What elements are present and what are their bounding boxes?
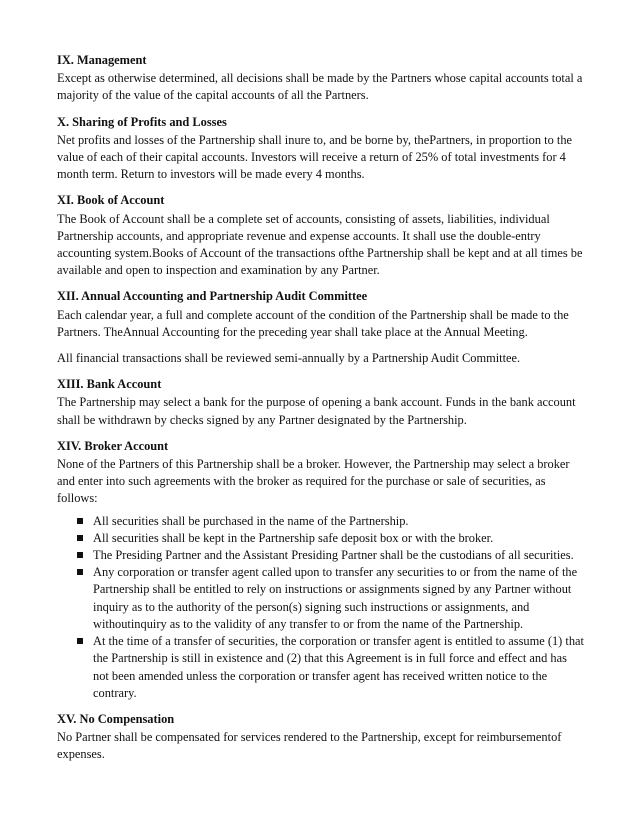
square-bullet-icon	[77, 535, 83, 541]
section-paragraph: None of the Partners of this Partnership shall be a broker. However, the Partnership may select a broker and enter into such agreements with the broker as required for the purchase or sale of securities, as follows:	[57, 457, 570, 506]
bullet-text: Any corporation or transfer agent called upon to transfer any securities to or from the name of the Partnership shall be entitled to rely on instructions or assignments signed by any Partner without inquiry as to the authority of the person(s) signing such instructions or assignments, and withoutinquiry as to the validity of any transfer to or from the name of the Partnership.	[93, 565, 578, 631]
section-heading: XIV. Broker Account	[57, 438, 169, 453]
section-paragraph: The Partnership may select a bank for the purpose of opening a bank account. Funds in the bank account shall be withdrawn by checks signed by any Partner designated by the Partnership.	[57, 395, 576, 427]
document-page	[57, 52, 585, 773]
section-heading: XIII. Bank Account	[57, 377, 162, 392]
bullet-text: All securities shall be purchased in the name of the Partnership.	[93, 513, 409, 528]
section-paragraph: No Partner shall be compensated for services rendered to the Partnership, except for reimbursementof expenses.	[57, 730, 562, 762]
section-broker-account	[57, 438, 585, 702]
section-book-of-account	[57, 192, 585, 279]
square-bullet-icon	[77, 552, 83, 558]
section-annual-accounting	[57, 288, 585, 367]
section-heading: IX. Management	[57, 53, 147, 67]
section-heading: XII. Annual Accounting and Partnership Audit Committee	[57, 289, 368, 304]
bullet-item	[57, 633, 585, 702]
section-heading: XV. No Compensation	[57, 711, 175, 726]
section-sharing-of-profits	[57, 114, 585, 184]
section-heading: XI. Book of Account	[57, 193, 165, 208]
section-bank-account	[57, 376, 585, 429]
section-paragraph: The Book of Account shall be a complete set of accounts, consisting of assets, liabilities, individual Partnership accounts, and appropriate revenue and expense accounts. It shall use the double-entry accounting system.Books of Account of the transactions ofthe Partnership shall be kept and at all times be available and open to inspection and examination by any Partner.	[57, 211, 583, 278]
bullet-text: The Presiding Partner and the Assistant Presiding Partner shall be the custodians of all securities.	[93, 548, 574, 563]
bullet-item	[57, 564, 585, 633]
bullet-list	[57, 513, 585, 702]
square-bullet-icon	[77, 638, 83, 644]
square-bullet-icon	[77, 518, 83, 524]
section-paragraph: Net profits and losses of the Partnership shall inure to, and be borne by, thePartners, in proportion to the value of each of their capital accounts. Investors will receive a return of 25% of total investments for 4 month term. Return to investors will be made every 4 months.	[57, 132, 573, 182]
bullet-item	[57, 530, 585, 547]
section-paragraph: Except as otherwise determined, all decisions shall be made by the Partners whose capital accounts total a majority of the value of the capital accounts of all the Partners.	[57, 71, 583, 103]
bullet-item	[57, 547, 585, 564]
bullet-text: At the time of a transfer of securities, the corporation or transfer agent is entitled to assume (1) that the Partnership is still in existence and (2) that this Agreement is in full force and effect and has not been amended unless the corporation or transfer agent has received written notice to the contrary.	[93, 634, 584, 700]
section-management	[57, 52, 585, 105]
section-paragraph: Each calendar year, a full and complete account of the condition of the Partnership shall be made to the Partners. TheAnnual Accounting for the preceding year shall take place at the Annual Meeting.	[57, 307, 569, 339]
section-paragraph: All financial transactions shall be reviewed semi-annually by a Partnership Audit Committee.	[57, 351, 521, 366]
square-bullet-icon	[77, 569, 83, 575]
bullet-item	[57, 513, 585, 530]
section-heading: X. Sharing of Profits and Losses	[57, 114, 227, 129]
bullet-text: All securities shall be kept in the Partnership safe deposit box or with the broker.	[93, 530, 494, 545]
section-no-compensation	[57, 711, 585, 764]
